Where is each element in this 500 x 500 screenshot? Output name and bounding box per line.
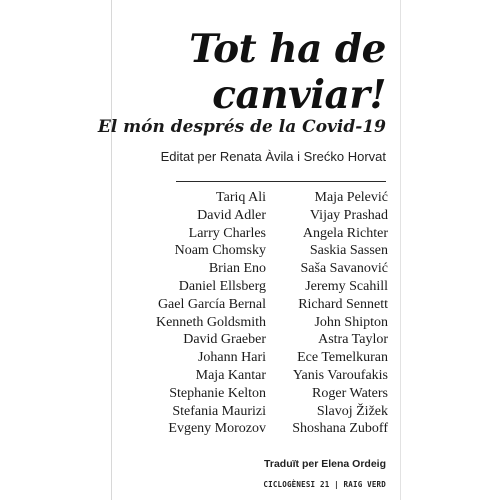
contributor-name: Kenneth Goldsmith (155, 314, 266, 330)
contributor-name: Shoshana Zuboff (292, 421, 388, 437)
contributor-name: Stephanie Kelton (169, 385, 266, 401)
contributor-name: Evgeny Morozov (168, 421, 266, 437)
book-title (189, 26, 386, 118)
book-title-line-1: Tot ha de (189, 26, 386, 72)
contributor-name: Vijay Prashad (309, 207, 388, 223)
contributors-list (148, 189, 388, 438)
contributor-name: David Adler (197, 207, 266, 223)
translator-credit: Traduït per Elena Ordeig (264, 458, 386, 470)
contributors-column-left (148, 189, 266, 438)
book-subtitle: El món després de la Covid-19 (97, 117, 386, 137)
contributor-name: Astra Taylor (318, 332, 388, 348)
contributors-column-right (266, 189, 388, 438)
contributor-name: Angela Richter (302, 225, 388, 241)
contributor-name: Larry Charles (188, 225, 266, 241)
collection-imprint: CICLOGÈNESI 21 | RAIG VERD (263, 480, 386, 489)
contributor-name: Roger Waters (312, 385, 388, 401)
contributor-name: Yanis Varoufakis (292, 367, 388, 383)
contributor-name: Ece Temelkuran (297, 350, 388, 366)
contributor-name: Maja Pelević (314, 190, 388, 205)
book-title-line-2: canviar! (212, 72, 386, 118)
contributor-name: Gael García Bernal (157, 296, 266, 312)
editors-credit: Editat per Renata Àvila i Srećko Horvat (160, 149, 386, 164)
contributor-name: Saša Savanović (300, 261, 388, 277)
contributor-name: Jeremy Scahill (305, 278, 388, 294)
contributor-name: Daniel Ellsberg (178, 278, 266, 294)
contributor-name: Tariq Ali (216, 190, 266, 205)
contributor-name: Brian Eno (208, 261, 266, 277)
contributor-name: Slavoj Žižek (316, 403, 388, 419)
contributor-name: Richard Sennett (298, 296, 388, 312)
contributor-name: Stefania Maurizi (172, 403, 266, 419)
contributor-name: Johann Hari (197, 350, 266, 366)
contributor-name: Noam Chomsky (174, 243, 266, 259)
contributor-name: Saskia Sassen (309, 243, 388, 259)
contributor-name: John Shipton (314, 314, 388, 330)
contributor-name: Maja Kantar (195, 367, 266, 383)
book-cover (97, 0, 401, 500)
divider-rule (176, 181, 386, 182)
contributor-name: David Graeber (183, 332, 266, 348)
